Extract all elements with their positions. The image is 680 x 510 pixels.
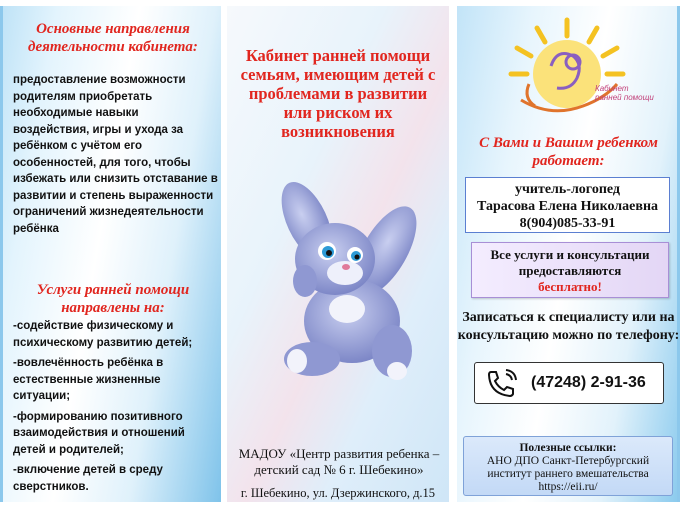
logo-sun-icon bbox=[507, 14, 627, 119]
middle-panel bbox=[227, 6, 449, 502]
free-services-box bbox=[471, 242, 669, 298]
services-list bbox=[13, 318, 218, 499]
list-item: -содействие физическому и психическому развитию детей; bbox=[13, 320, 193, 349]
links-org: АНО ДПО Санкт-Петербургский институт раннего вмешательства bbox=[486, 455, 650, 480]
list-item: -формированию позитивного взаимодействия и отношений детей и родителей; bbox=[13, 410, 185, 456]
directions-heading: Основные направления деятельности кабинета: bbox=[28, 21, 198, 55]
services-heading: Услуги ранней помощи направлены на: bbox=[36, 282, 190, 316]
logo-text: Кабинет ранней помощи bbox=[595, 84, 654, 102]
signup-text: Записаться к специалисту или на консультацию можно по телефону: bbox=[457, 310, 680, 343]
phone-number: (47248) 2-91-36 bbox=[531, 374, 646, 391]
phone-icon bbox=[485, 369, 519, 397]
phone-box[interactable] bbox=[474, 362, 664, 404]
left-panel bbox=[0, 6, 221, 502]
directions-text: предоставление возможности родителям приобретать необходимые навыки воздействия, игры и ухода за ребёнком с учётом его особенностей, для того, чтобы избежать или снизить отставание в развитии и степень выраженности ограничений жизнедеятельности ребёнка bbox=[13, 74, 218, 235]
cover-title: Кабинет ранней помощи семьям, имеющим детей с проблемами в развитии или риском их возникновения bbox=[240, 46, 436, 141]
teacher-phone: 8(904)085-33-91 bbox=[519, 216, 616, 231]
useful-links-box bbox=[463, 436, 673, 496]
links-title: Полезные ссылки: bbox=[519, 442, 617, 454]
list-item: -включение детей в среду сверстников. bbox=[13, 464, 163, 493]
list-item: -вовлечённость ребёнка в естественные жизненные ситуации; bbox=[13, 357, 164, 402]
bunny-illustration bbox=[267, 181, 417, 391]
address: г. Шебекино, ул. Дзержинского, д.15 bbox=[240, 486, 436, 500]
right-panel bbox=[457, 6, 680, 502]
teacher-role: учитель-логопед bbox=[514, 182, 620, 197]
links-url[interactable]: https://eii.ru/ bbox=[538, 481, 598, 493]
free-services-text: Все услуги и консультации предоставляются bbox=[490, 247, 650, 278]
free-word: бесплатно! bbox=[538, 279, 602, 294]
teacher-name: Тарасова Елена Николаевна bbox=[476, 199, 659, 214]
works-with-heading: С Вами и Вашим ребенком работает: bbox=[479, 135, 658, 169]
teacher-card bbox=[465, 177, 670, 233]
organization-name: МАДОУ «Центр развития ребенка – детский сад № 6 г. Шебекино» bbox=[238, 446, 440, 477]
